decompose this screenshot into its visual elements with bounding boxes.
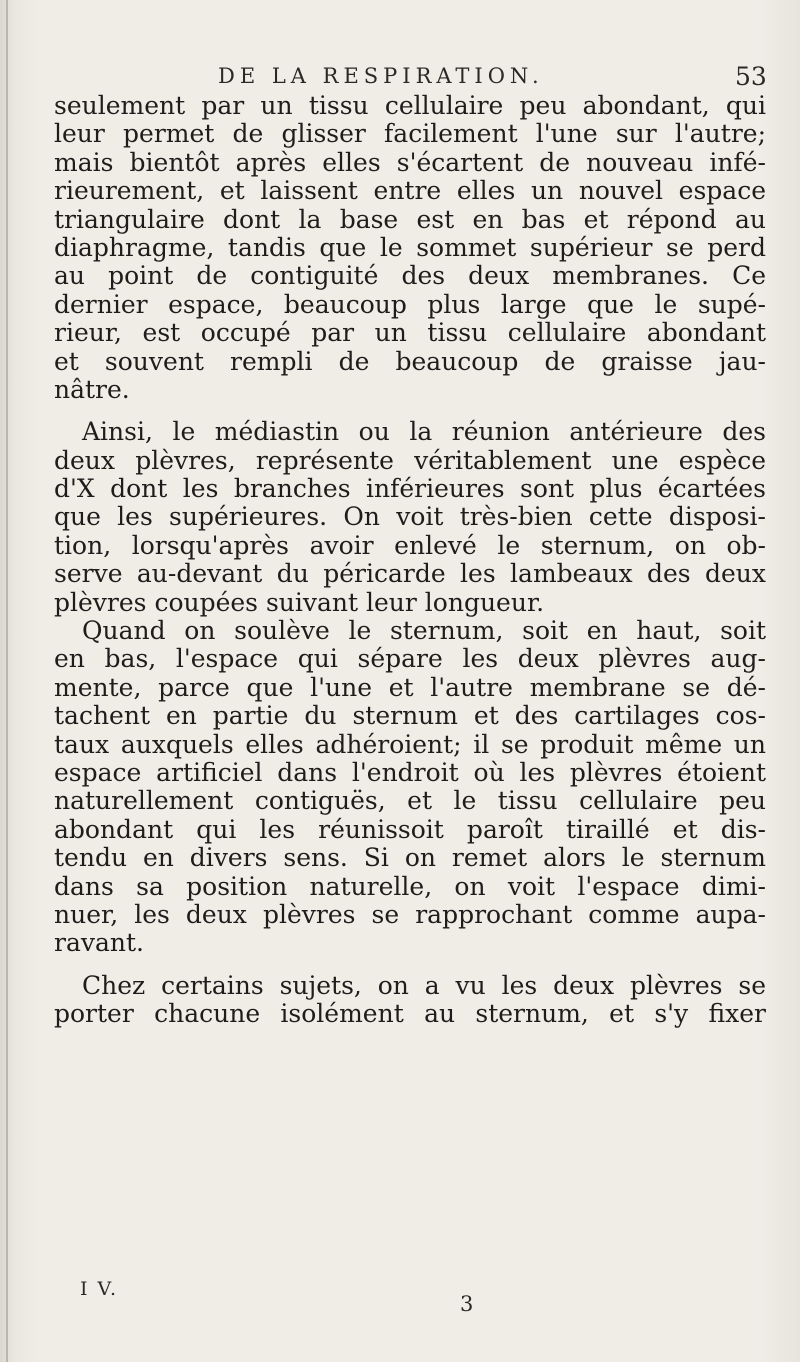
text-line: tion, lorsqu'après avoir enlevé le sternum, on ob- [54,530,766,560]
text-line: taux auxquels elles adhéroient; il se produit même un [54,729,766,759]
text-line: tachent en partie du sternum et des cartilages cos- [54,701,766,731]
page-footer [0,1278,800,1318]
sheet-number: 3 [460,1292,474,1316]
text-line: seulement par un tissu cellulaire peu abondant, qui [54,91,766,120]
paragraph [54,92,766,404]
text-line: mais bientôt après elles s'écartent de nouveau infé- [54,147,766,177]
page-number: 53 [735,62,767,91]
text-line: nâtre. [54,374,130,404]
paragraph-spacer [54,958,766,972]
text-line: rieur, est occupé par un tissu cellulaire abondant [54,318,766,348]
body-text [54,92,766,1029]
text-line: et souvent rempli de beaucoup de graisse jau- [54,346,766,376]
text-line: rieurement, et laissent entre elles un nouvel espace [54,176,766,206]
text-line: porter chacune isolément au sternum, et s'y fixer [54,999,766,1029]
text-line: leur permet de glisser facilement l'une sur l'autre; [54,119,766,149]
text-line: espace artificiel dans l'endroit où les plèvres étoient [54,757,766,787]
text-line: Chez certains sujets, on a vu les deux plèvres se [82,970,766,1000]
text-line: tendu en divers sens. Si on remet alors le sternum [54,843,766,873]
text-line: plèvres coupées suivant leur longueur. [54,587,545,617]
text-line: serve au-devant du péricarde les lambeaux des deux [54,559,766,589]
paragraph [54,972,766,1029]
text-line: abondant qui les réunissoit paroît tiraillé et dis- [54,814,766,844]
text-line: dans sa position naturelle, on voit l'espace dimi- [54,871,766,901]
binding-gutter [6,0,8,1362]
text-line: Quand on soulève le sternum, soit en haut, soit [82,616,766,646]
signature-mark: I V. [80,1278,118,1300]
paragraph-spacer [54,404,766,418]
text-line: en bas, l'espace qui sépare les deux plèvres aug- [54,644,766,674]
text-line: ravant. [54,928,144,958]
text-line: mente, parce que l'une et l'autre membrane se dé- [54,672,766,702]
text-line: dernier espace, beaucoup plus large que le supé- [54,289,766,319]
text-line: triangulaire dont la base est en bas et répond au [54,204,766,234]
text-line: que les supérieures. On voit très-bien cette disposi- [54,502,766,532]
text-line: nuer, les deux plèvres se rapprochant comme aupa- [54,899,766,929]
paragraph [54,617,766,958]
text-line: diaphragme, tandis que le sommet supérieur se perd [54,232,766,262]
text-line: d'X dont les branches inférieures sont plus écartées [54,474,766,504]
text-line: Ainsi, le médiastin ou la réunion antérieure des [82,417,766,447]
text-line: au point de contiguité des deux membranes. Ce [54,261,766,291]
text-line: naturellement contiguës, et le tissu cellulaire peu [54,786,766,816]
text-line: deux plèvres, représente véritablement une espèce [54,445,766,475]
paragraph [54,418,766,617]
running-head: DE LA RESPIRATION. [218,64,544,88]
